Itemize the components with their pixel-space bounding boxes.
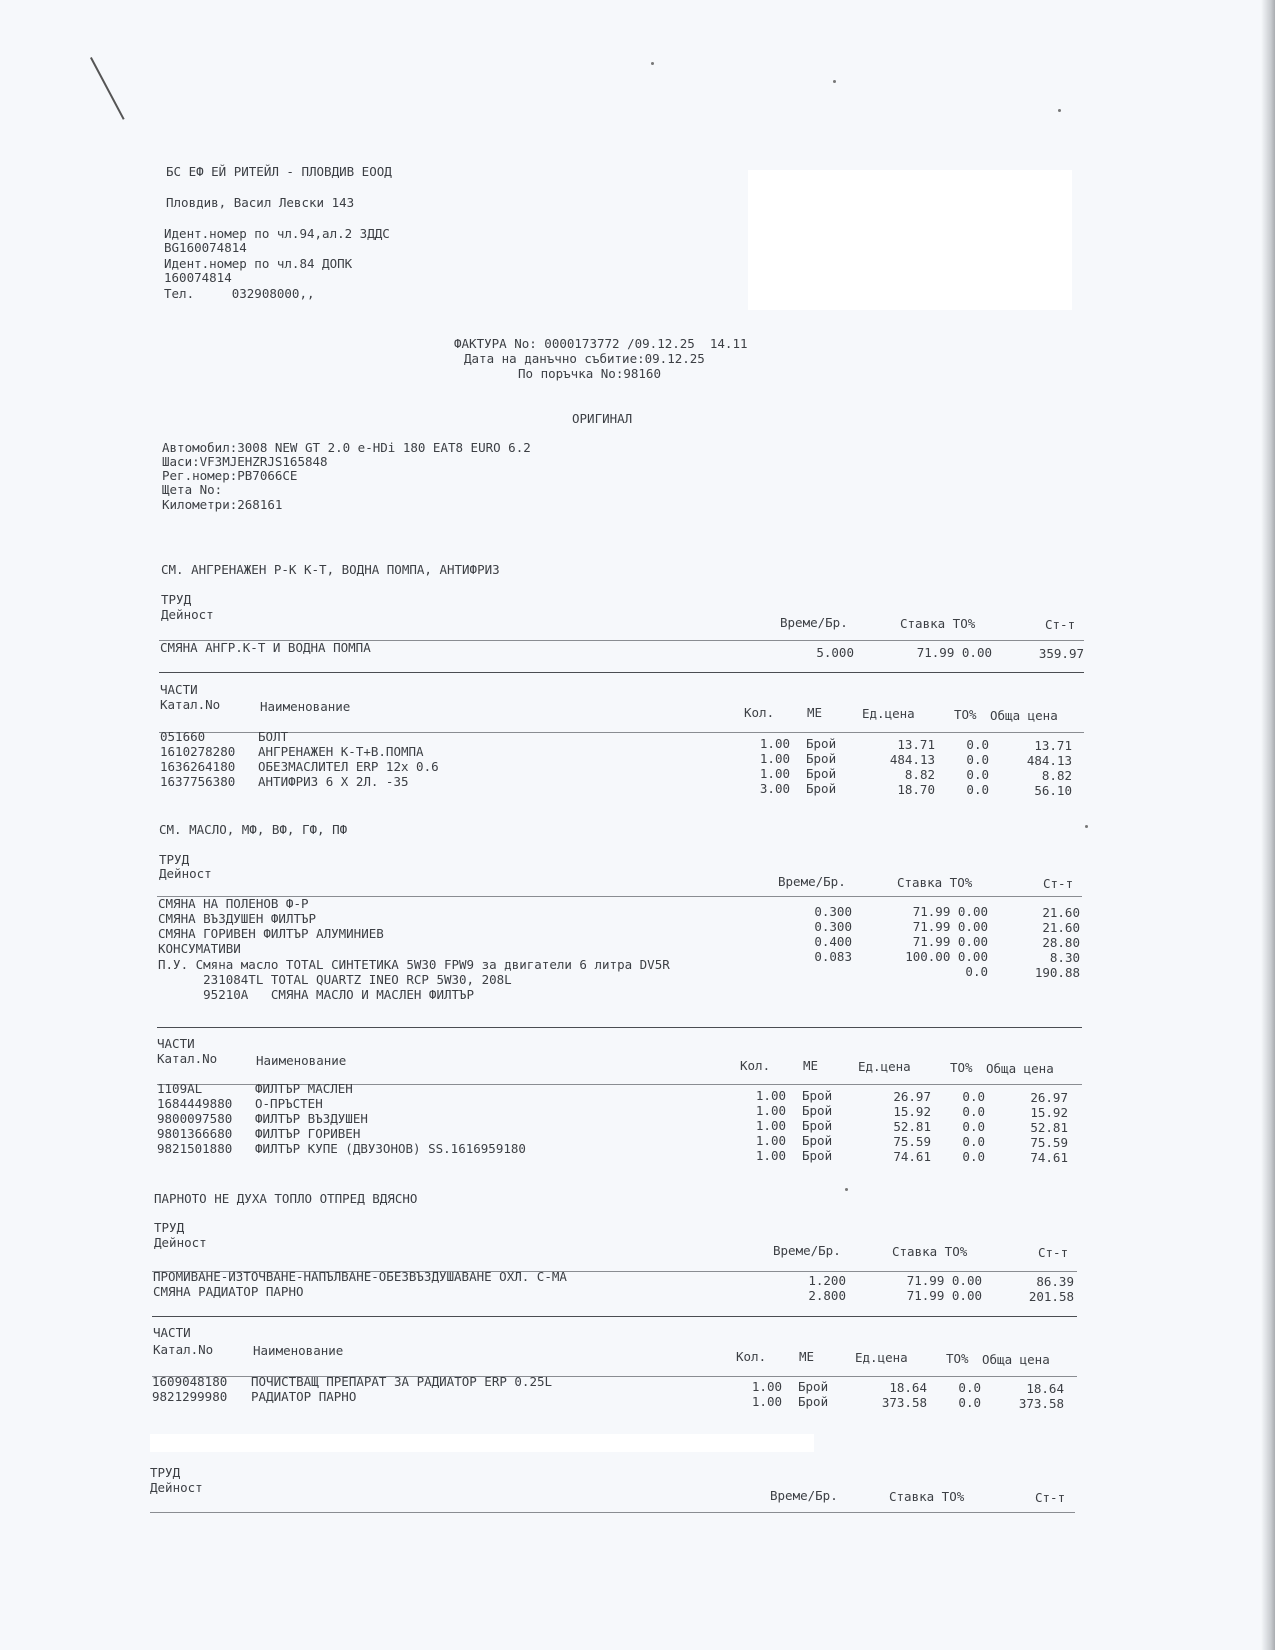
redacted-line xyxy=(150,1434,814,1452)
section-title: ПАРНОТО НЕ ДУХА ТОПЛО ОТПРЕД ВДЯСНО xyxy=(154,1191,418,1206)
part-unit: Брой xyxy=(798,1379,829,1394)
labor-desc: 95210A СМЯНА МАСЛО И МАСЛЕН ФИЛТЪР xyxy=(158,987,475,1002)
part-unit: Брой xyxy=(802,1133,833,1148)
name-heading: Наименование xyxy=(256,1053,347,1068)
scan-speck xyxy=(833,80,836,83)
scan-scratch xyxy=(90,57,125,120)
part-price: 8.82 xyxy=(904,767,935,782)
labor-desc: КОНСУМАТИВИ xyxy=(158,941,241,956)
part-catalog: 9801366680 xyxy=(157,1126,233,1141)
part-qty: 1.00 xyxy=(751,1394,782,1409)
labor-cost: 21.60 xyxy=(1042,920,1080,935)
labor-cost: 359.97 xyxy=(1038,646,1084,661)
part-total: 15.92 xyxy=(1030,1105,1068,1120)
original-mark: ОРИГИНАЛ xyxy=(572,411,633,426)
part-unit: Брой xyxy=(802,1148,833,1163)
labor-heading: ТРУД xyxy=(159,852,190,867)
labor-rate: 71.99 0.00 xyxy=(916,645,992,660)
part-name: БОЛТ xyxy=(258,729,289,744)
total-heading: Обща цена xyxy=(986,1061,1054,1076)
vat-number: BG160074814 xyxy=(164,240,247,255)
unit-heading: МЕ xyxy=(799,1349,815,1364)
scan-speck xyxy=(845,1188,848,1191)
cost-heading: Ст-т xyxy=(1043,876,1074,891)
vat-label: Идент.номер по чл.94,ал.2 ЗДДС xyxy=(164,226,390,241)
part-catalog: 051660 xyxy=(160,729,206,744)
part-to: 0.0 xyxy=(966,737,989,752)
labor-cost: 86.39 xyxy=(1036,1274,1074,1289)
time-heading: Време/Бр. xyxy=(770,1488,838,1503)
part-catalog: 1609048180 xyxy=(152,1374,228,1389)
scan-edge xyxy=(1261,0,1275,1650)
part-price: 18.64 xyxy=(889,1380,927,1395)
divider xyxy=(152,1316,1077,1317)
labor-time: 0.083 xyxy=(814,949,852,964)
part-qty: 1.00 xyxy=(755,1088,786,1103)
activity-heading: Дейност xyxy=(150,1480,203,1495)
part-name: АНГРЕНАЖЕН К-Т+В.ПОМПА xyxy=(258,744,424,759)
rate-heading: Ставка ТО% xyxy=(889,1489,965,1504)
labor-desc: СМЯНА НА ПОЛЕНОВ Ф-Р xyxy=(158,896,309,911)
part-to: 0.0 xyxy=(966,767,989,782)
part-unit: Брой xyxy=(806,736,837,751)
part-qty: 1.00 xyxy=(755,1133,786,1148)
tax-event-date: Дата на данъчно събитие:09.12.25 xyxy=(464,351,705,366)
part-unit: Брой xyxy=(806,766,837,781)
labor-cost: 190.88 xyxy=(1034,965,1080,980)
part-total: 75.59 xyxy=(1030,1135,1068,1150)
vehicle-reg: Рег.номер:РВ7066СЕ xyxy=(162,468,298,483)
part-total: 52.81 xyxy=(1030,1120,1068,1135)
labor-rate: 0.0 xyxy=(965,964,988,979)
part-catalog: 1636264180 xyxy=(160,759,236,774)
scan-speck xyxy=(651,62,654,65)
part-name: РАДИАТОР ПАРНО xyxy=(251,1389,357,1404)
cost-heading: Ст-т xyxy=(1045,617,1076,632)
part-qty: 1.00 xyxy=(755,1103,786,1118)
labor-rate: 71.99 0.00 xyxy=(912,919,988,934)
unit-heading: МЕ xyxy=(803,1058,819,1073)
part-name: АНТИФРИЗ 6 Х 2Л. -35 xyxy=(258,774,409,789)
company-name: БС ЕФ ЕЙ РИТЕЙЛ - ПЛОВДИВ ЕООД xyxy=(166,164,392,179)
name-heading: Наименование xyxy=(253,1343,344,1358)
parts-heading: ЧАСТИ xyxy=(160,682,198,697)
part-total: 8.82 xyxy=(1041,768,1072,783)
part-to: 0.0 xyxy=(962,1149,985,1164)
cost-heading: Ст-т xyxy=(1035,1490,1066,1505)
time-heading: Време/Бр. xyxy=(778,874,846,889)
part-catalog: 9821501880 xyxy=(157,1141,233,1156)
part-qty: 1.00 xyxy=(759,736,790,751)
part-name: ФИЛТЪР ГОРИВЕН xyxy=(255,1126,361,1141)
vehicle-vin: Шаси:VF3MJEHZRJS165848 xyxy=(162,454,328,469)
labor-time: 0.300 xyxy=(814,919,852,934)
part-price: 26.97 xyxy=(893,1089,931,1104)
labor-rate: 71.99 0.00 xyxy=(912,904,988,919)
labor-time: 2.800 xyxy=(808,1288,846,1303)
catalog-heading: Катал.No xyxy=(153,1342,214,1357)
part-price: 74.61 xyxy=(893,1149,931,1164)
part-unit: Брой xyxy=(802,1088,833,1103)
labor-desc: 231084TL TOTAL QUARTZ INEO RCP 5W30, 208L xyxy=(158,972,512,987)
activity-heading: Дейност xyxy=(154,1235,207,1250)
part-qty: 1.00 xyxy=(759,751,790,766)
labor-cost: 8.30 xyxy=(1049,950,1080,965)
part-unit: Брой xyxy=(806,781,837,796)
unit-heading: МЕ xyxy=(807,705,823,720)
part-catalog: 1610278280 xyxy=(160,744,236,759)
parts-heading: ЧАСТИ xyxy=(157,1036,195,1051)
vehicle-km: Километри:268161 xyxy=(162,497,283,512)
part-unit: Брой xyxy=(798,1394,829,1409)
labor-time: 5.000 xyxy=(816,645,854,660)
total-heading: Обща цена xyxy=(990,708,1058,723)
labor-time: 0.400 xyxy=(814,934,852,949)
part-catalog: 1109AL xyxy=(157,1081,203,1096)
part-price: 13.71 xyxy=(897,737,935,752)
scan-speck xyxy=(1085,825,1088,828)
time-heading: Време/Бр. xyxy=(780,615,848,630)
labor-cost: 201.58 xyxy=(1028,1289,1074,1304)
part-unit: Брой xyxy=(802,1103,833,1118)
part-unit: Брой xyxy=(806,751,837,766)
id-number: 160074814 xyxy=(164,270,232,285)
company-address: Пловдив, Васил Левски 143 xyxy=(166,195,355,210)
divider xyxy=(157,1027,1082,1028)
divider xyxy=(159,732,1084,733)
parts-heading: ЧАСТИ xyxy=(153,1325,191,1340)
part-qty: 1.00 xyxy=(759,766,790,781)
part-price: 15.92 xyxy=(893,1104,931,1119)
labor-desc: СМЯНА АНГР.К-Т И ВОДНА ПОМПА xyxy=(160,640,371,655)
labor-desc: СМЯНА РАДИАТОР ПАРНО xyxy=(153,1284,304,1299)
part-to: 0.0 xyxy=(962,1119,985,1134)
vehicle-account: Щета No: xyxy=(162,482,223,497)
catalog-heading: Катал.No xyxy=(157,1051,218,1066)
qty-heading: Кол. xyxy=(736,1349,767,1364)
part-to: 0.0 xyxy=(958,1395,981,1410)
activity-heading: Дейност xyxy=(159,866,212,881)
part-qty: 1.00 xyxy=(755,1148,786,1163)
part-qty: 1.00 xyxy=(751,1379,782,1394)
section-title: СМ. АНГРЕНАЖЕН Р-К К-Т, ВОДНА ПОМПА, АНТИФРИЗ xyxy=(161,562,500,577)
invoice-number: ФАКТУРА No: 0000173772 /09.12.25 14.11 xyxy=(454,336,748,351)
to-heading: ТО% xyxy=(946,1351,969,1366)
vehicle-model: Автомобил:3008 NEW GT 2.0 e-HDi 180 EAT8 EURO 6.2 xyxy=(162,440,531,455)
catalog-heading: Катал.No xyxy=(160,697,221,712)
labor-rate: 71.99 0.00 xyxy=(906,1288,982,1303)
labor-heading: ТРУД xyxy=(150,1465,181,1480)
redacted-block xyxy=(748,170,1072,310)
rate-heading: Ставка ТО% xyxy=(892,1244,968,1259)
labor-cost: 28.80 xyxy=(1042,935,1080,950)
part-name: О-ПРЪСТЕН xyxy=(255,1096,323,1111)
part-catalog: 9821299980 xyxy=(152,1389,228,1404)
activity-heading: Дейност xyxy=(161,607,214,622)
section-title: СМ. МАСЛО, МФ, ВФ, ГФ, ПФ xyxy=(159,822,348,837)
part-name: ОБЕЗМАСЛИТЕЛ ERP 12x 0.6 xyxy=(258,759,439,774)
part-price: 52.81 xyxy=(893,1119,931,1134)
labor-cost: 21.60 xyxy=(1042,905,1080,920)
part-to: 0.0 xyxy=(966,782,989,797)
to-heading: ТО% xyxy=(950,1060,973,1075)
labor-rate: 71.99 0.00 xyxy=(906,1273,982,1288)
part-to: 0.0 xyxy=(958,1380,981,1395)
labor-desc: СМЯНА ВЪЗДУШЕН ФИЛТЪР xyxy=(158,911,317,926)
time-heading: Време/Бр. xyxy=(773,1243,841,1258)
qty-heading: Кол. xyxy=(740,1058,771,1073)
part-catalog: 1637756380 xyxy=(160,774,236,789)
divider xyxy=(159,672,1084,673)
part-qty: 1.00 xyxy=(755,1118,786,1133)
labor-rate: 71.99 0.00 xyxy=(912,934,988,949)
labor-desc: СМЯНА ГОРИВЕН ФИЛТЪР АЛУМИНИЕВ xyxy=(158,926,384,941)
part-total: 74.61 xyxy=(1030,1150,1068,1165)
phone: Тел. 032908000,, xyxy=(164,286,315,301)
labor-time: 0.300 xyxy=(814,904,852,919)
labor-rate: 100.00 0.00 xyxy=(905,949,988,964)
part-price: 484.13 xyxy=(889,752,935,767)
part-total: 18.64 xyxy=(1026,1381,1064,1396)
part-qty: 3.00 xyxy=(759,781,790,796)
part-to: 0.0 xyxy=(962,1134,985,1149)
id-label: Идент.номер по чл.84 ДОПК xyxy=(164,256,353,271)
part-name: ФИЛТЪР ВЪЗДУШЕН xyxy=(255,1111,368,1126)
to-heading: ТО% xyxy=(954,707,977,722)
labor-desc: П.У. Смяна масло TOTAL СИНТЕТИКА 5W30 FPW9 за двигатели 6 литра DV5R xyxy=(158,957,670,972)
part-total: 373.58 xyxy=(1018,1396,1064,1411)
unit-price-heading: Ед.цена xyxy=(855,1350,908,1365)
part-catalog: 1684449880 xyxy=(157,1096,233,1111)
labor-time: 1.200 xyxy=(808,1273,846,1288)
part-total: 56.10 xyxy=(1034,783,1072,798)
part-catalog: 9800097580 xyxy=(157,1111,233,1126)
part-name: ФИЛТЪР КУПЕ (ДВУЗОНОВ) SS.1616959180 xyxy=(255,1141,526,1156)
part-price: 75.59 xyxy=(893,1134,931,1149)
rate-heading: Ставка ТО% xyxy=(897,875,973,890)
part-price: 373.58 xyxy=(881,1395,927,1410)
part-name: ПОЧИСТВАЩ ПРЕПАРАТ ЗА РАДИАТОР ERP 0.25L xyxy=(251,1374,553,1389)
part-unit: Брой xyxy=(802,1118,833,1133)
cost-heading: Ст-т xyxy=(1038,1245,1069,1260)
part-to: 0.0 xyxy=(966,752,989,767)
scan-speck xyxy=(1058,109,1061,112)
labor-heading: ТРУД xyxy=(161,592,192,607)
name-heading: Наименование xyxy=(260,699,351,714)
qty-heading: Кол. xyxy=(744,705,775,720)
divider xyxy=(150,1512,1075,1513)
part-name: ФИЛТЪР МАСЛЕН xyxy=(255,1081,353,1096)
part-total: 13.71 xyxy=(1034,738,1072,753)
labor-heading: ТРУД xyxy=(154,1220,185,1235)
rate-heading: Ставка ТО% xyxy=(900,616,976,631)
unit-price-heading: Ед.цена xyxy=(862,706,915,721)
unit-price-heading: Ед.цена xyxy=(858,1059,911,1074)
part-to: 0.0 xyxy=(962,1104,985,1119)
total-heading: Обща цена xyxy=(982,1352,1050,1367)
part-to: 0.0 xyxy=(962,1089,985,1104)
part-total: 484.13 xyxy=(1026,753,1072,768)
part-total: 26.97 xyxy=(1030,1090,1068,1105)
labor-desc: ПРОМИВАНЕ-ИЗТОЧВАНЕ-НАПЪЛВАНЕ-ОБЕЗВЪЗДУШАВАНЕ ОХЛ. С-МА xyxy=(153,1269,567,1284)
order-number: По поръчка No:98160 xyxy=(518,366,661,381)
part-price: 18.70 xyxy=(897,782,935,797)
